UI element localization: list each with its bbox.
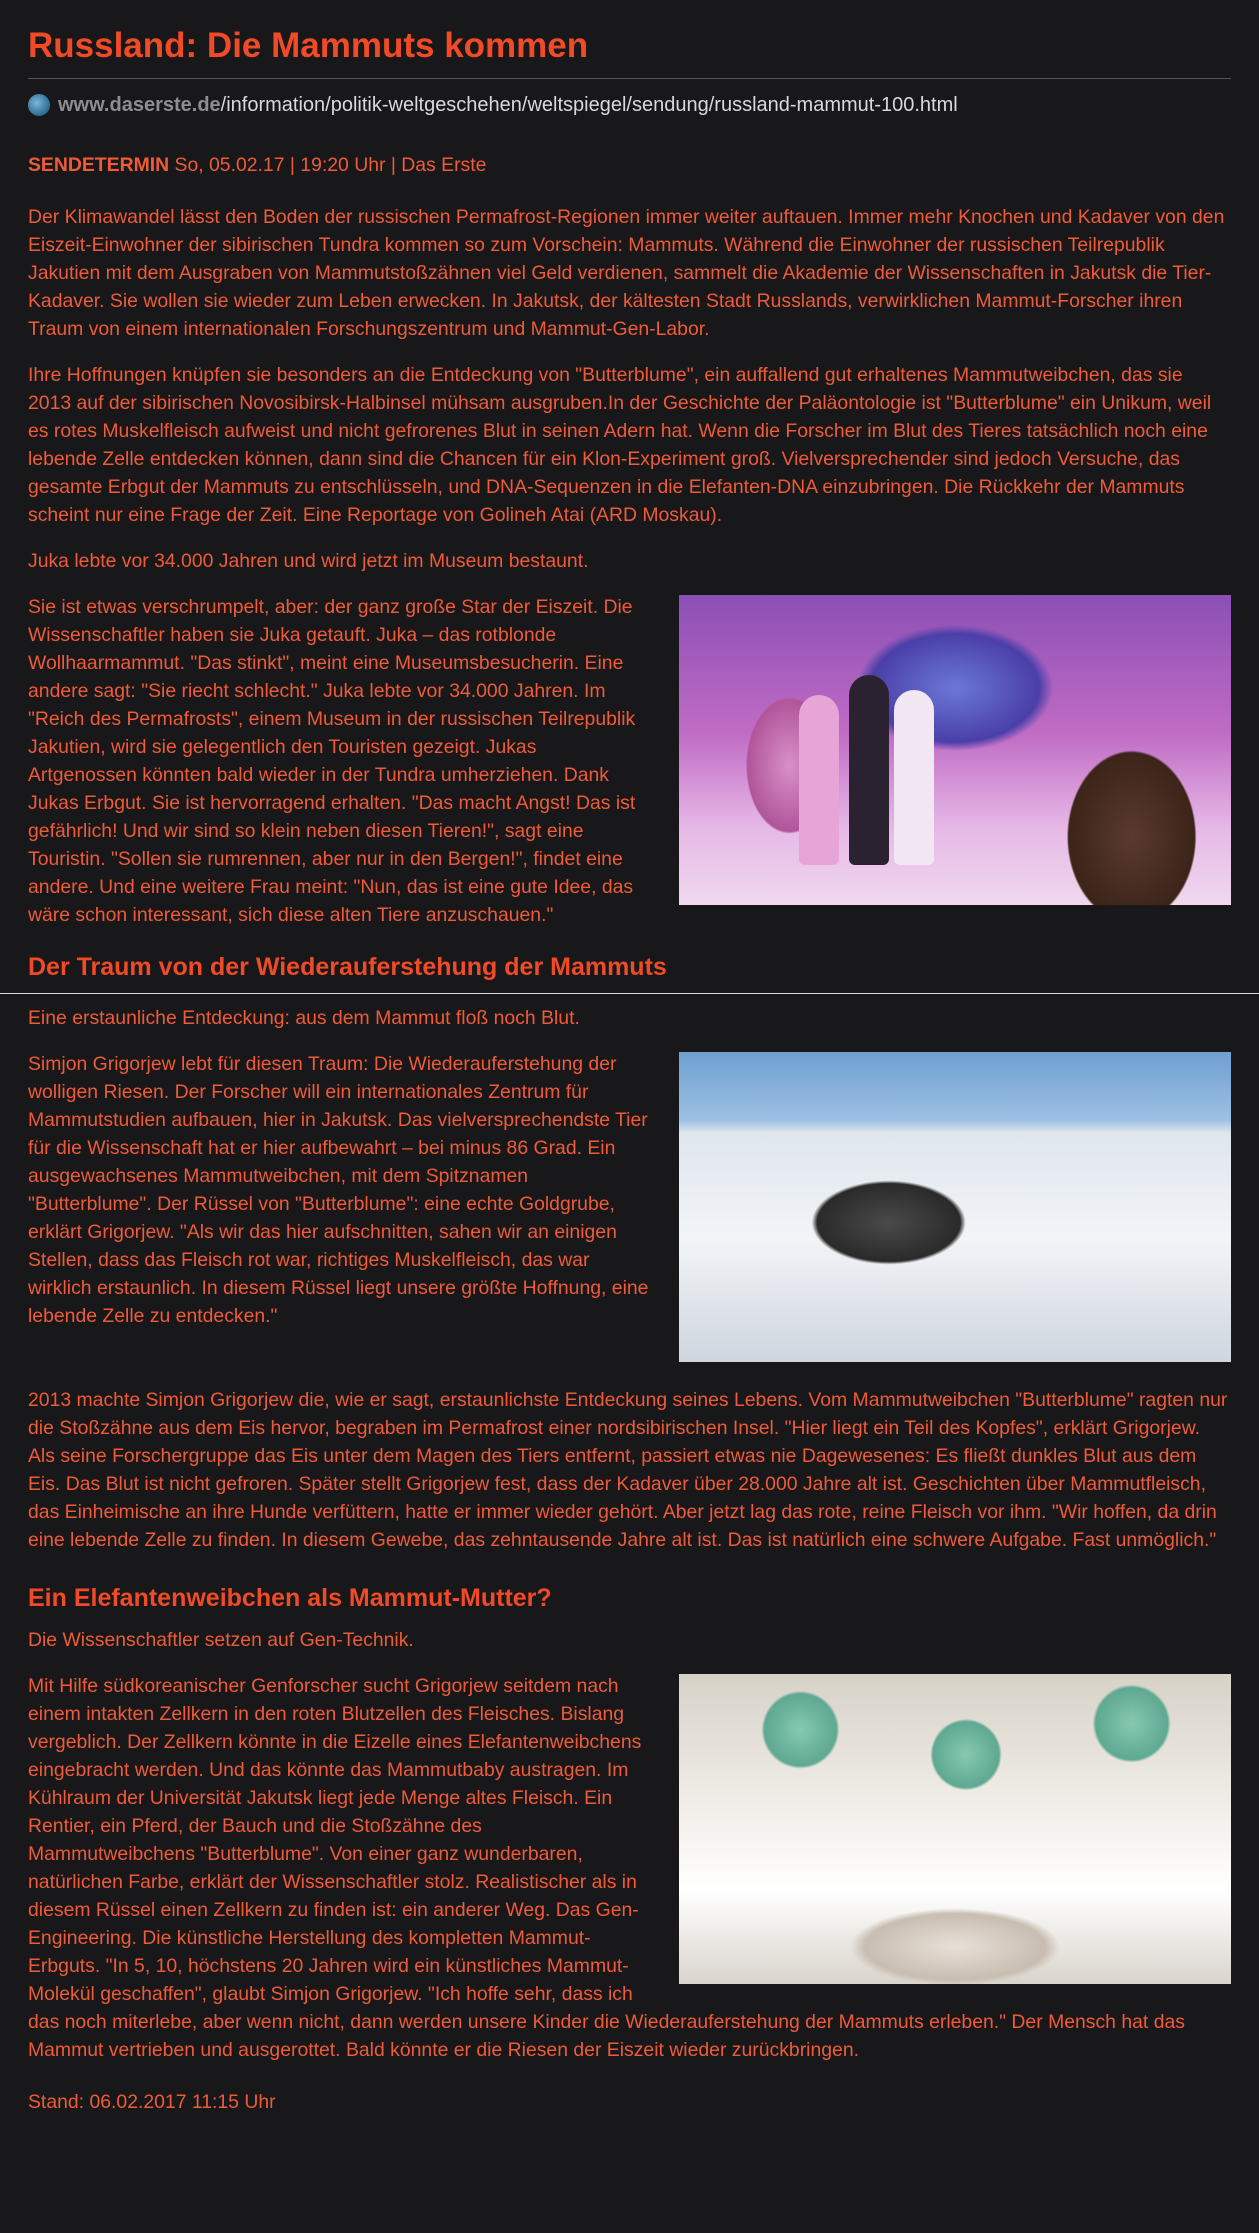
museum-mammoth-photo [679, 595, 1231, 905]
section2-body: Simjon Grigorjew lebt für diesen Traum: Die Wiederauferstehung der wolligen Riesen. Der Forscher will ein internationales Zentrum für Mammutstudien aufbauen, hier in Jakutsk. Das vielversprechendste Tier für die Wissenschaft hat er hier aufbewahrt – bei minus 86 Grad. Ein ausgewachsenes Mammutweibchen, mit dem Spitznamen "Butterblume". Der Rüssel von "Butterblume": eine echte Goldgrube, erklärt Grigorjew. "Als wir das hier aufschnitten, sahen wir an einigen Stellen, dass das Fleisch rot war, richtiges Muskelfleisch, das war wirklich erstaunlich. In diesem Rüssel liegt unsere größte Hoffnung, eine lebende Zelle zu entdecken." [28, 1053, 649, 1327]
section-divider [0, 993, 1259, 994]
page-title: Russland: Die Mammuts kommen [28, 26, 589, 65]
section3 [28, 1672, 1231, 2064]
section1 [28, 593, 1231, 929]
visitor-figure [849, 675, 889, 865]
section2-heading: Der Traum von der Wiederauferstehung der Mammuts [28, 953, 667, 981]
title-divider [28, 78, 1231, 79]
section2 [28, 1050, 1231, 1330]
visitor-figure [894, 690, 934, 865]
url-path: /information/politik-weltgeschehen/weltspiegel/sendung/russland-mammut-100.html [220, 93, 958, 116]
section3-heading: Ein Elefantenweibchen als Mammut-Mutter? [28, 1584, 552, 1612]
excavation-photo [679, 1052, 1231, 1362]
section2-body-2: 2013 machte Simjon Grigorjew die, wie er sagt, erstaunlichste Entdeckung seines Lebens. Vom Mammutweibchen "Butterblume" ragten nur die Stoßzähne aus dem Eis hervor, begraben im Permafrost einer nordsibirischen Insel. "Hier liegt ein Teil des Kopfes", erklärt Grigorjew. Als seine Forschergruppe das Eis unter dem Magen des Tiers entfernt, passiert etwas nie Dagewesenes: Es fließt dunkles Blut aus dem Eis. Das Blut ist nicht gefroren. Später stellt Grigorjew fest, dass der Kadaver über 28.000 Jahre alt ist. Geschichten über Mammutfleisch, das Einheimische an ihre Hunde verfüttern, hatte er immer wieder gehört. Aber jetzt lag das rote, reine Fleisch vor ihm. "Wir hoffen, da drin eine lebende Zelle zu finden. In diesem Gewebe, das zehntausende Jahre alt ist. Das ist natürlich eine schwere Aufgabe. Fast unmöglich." [28, 1389, 1228, 1551]
source-url[interactable] [28, 91, 1231, 119]
section1-caption: Juka lebte vor 34.000 Jahren und wird jetzt im Museum bestaunt. [28, 550, 589, 572]
section2-caption: Eine erstaunliche Entdeckung: aus dem Mammut floß noch Blut. [28, 1007, 580, 1029]
lab-scientists-photo [679, 1674, 1231, 1984]
section1-body: Sie ist etwas verschrumpelt, aber: der ganz große Star der Eiszeit. Die Wissenschaftler haben sie Juka getauft. Juka – das rotblonde Wollhaarmammut. "Das stinkt", meint eine Museumsbesucherin. Eine andere sagt: "Sie riecht schlecht." Juka lebte vor 34.000 Jahren. Im "Reich des Permafrosts", einem Museum in der russischen Teilrepublik Jakutien, wird sie gelegentlich den Touristen gezeigt. Jukas Artgenossen könnten bald wieder in der Tundra umherziehen. Dank Jukas Erbgut. Sie ist hervorragend erhalten. "Das macht Angst! Das ist gefährlich! Und wir sind so klein neben diesen Tieren!", sagt eine Touristin. "Sollen sie rumrennen, aber nur in den Bergen!", findet eine andere. Und eine weitere Frau meint: "Nun, das ist eine gute Idee, das wäre schon interessant, sich diese alten Tiere anzuschauen." [28, 596, 636, 926]
intro-paragraph-2: Ihre Hoffnungen knüpfen sie besonders an die Entdeckung von "Butterblume", ein auffallend gut erhaltenes Mammutweibchen, das sie 2013 auf der sibirischen Novosibirsk-Halbinsel mühsam ausgruben.In der Geschichte der Paläontologie ist "Butterblume" ein Unikum, weil es rotes Muskelfleisch aufweist und nicht gefrorenes Blut in seinen Adern hat. Wenn die Forscher im Blut des Tieres tatsächlich noch eine lebende Zelle entdecken können, dann sind die Chancen für ein Klon-Experiment groß. Vielversprechender sind jedoch Versuche, das gesamte Erbgut der Mammuts zu entschlüsseln, und DNA-Sequenzen in die Elefanten-DNA einzubringen. Die Rückkehr der Mammuts scheint nur eine Frage der Zeit. Eine Reportage von Golineh Atai (ARD Moskau). [28, 364, 1212, 526]
globe-icon [28, 94, 50, 116]
broadcast-date [28, 151, 1231, 179]
section3-body: Mit Hilfe südkoreanischer Genforscher sucht Grigorjew seitdem nach einem intakten Zellkern in den roten Blutzellen des Fleisches. Bislang vergeblich. Der Zellkern könnte in die Eizelle eines Elefantenweibchens eingebracht werden. Und das könnte das Mammutbaby austragen. Im Kühlraum der Universität Jakutsk liegt jede Menge altes Fleisch. Ein Rentier, ein Pferd, der Bauch und die Stoßzähne des Mammutweibchens "Butterblume". Von einer ganz wunderbaren, natürlichen Farbe, erklärt der Wissenschaftler stolz. Realistischer als in diesem Rüssel einen Zellkern zu finden ist: ein anderer Weg. Das Gen-Engineering. Die künstliche Herstellung des kompletten Mammut-Erbguts. "In 5, 10, höchstens 20 Jahren wird ein künstliches Mammut-Molekül geschaffen", glaubt Simjon Grigorjew. "Ich hoffe sehr, dass ich das noch miterlebe, aber wenn nicht, dann werden unsere Kinder die Wiederauferstehung der Mammuts erleben." Der Mensch hat das Mammut vertrieben und ausgerottet. Bald könnte er die Riesen der Eiszeit wieder zurückbringen. [28, 1675, 1185, 2061]
broadcast-value: So, 05.02.17 | 19:20 Uhr | Das Erste [169, 154, 487, 176]
section3-caption: Die Wissenschaftler setzen auf Gen-Technik. [28, 1629, 414, 1651]
last-updated: Stand: 06.02.2017 11:15 Uhr [28, 2091, 276, 2113]
url-domain: www.daserste.de [58, 93, 221, 116]
visitor-figure [799, 695, 839, 865]
broadcast-label: SENDETERMIN [28, 154, 170, 176]
intro-paragraph-1: Der Klimawandel lässt den Boden der russischen Permafrost-Regionen immer weiter auftauen. Immer mehr Knochen und Kadaver von den Eiszeit-Einwohner der sibirischen Tundra kommen so zum Vorschein: Mammuts. Während die Einwohner der russischen Teilrepublik Jakutien mit dem Ausgraben von Mammutstoßzähnen viel Geld verdienen, sammelt die Akademie der Wissenschaften in Jakutsk die Tier-Kadaver. Sie wollen sie wieder zum Leben erwecken. In Jakutsk, der kältesten Stadt Russlands, verwirklichen Mammut-Forscher ihren Traum von einem internationalen Forschungszentrum und Mammut-Gen-Labor. [28, 206, 1225, 340]
